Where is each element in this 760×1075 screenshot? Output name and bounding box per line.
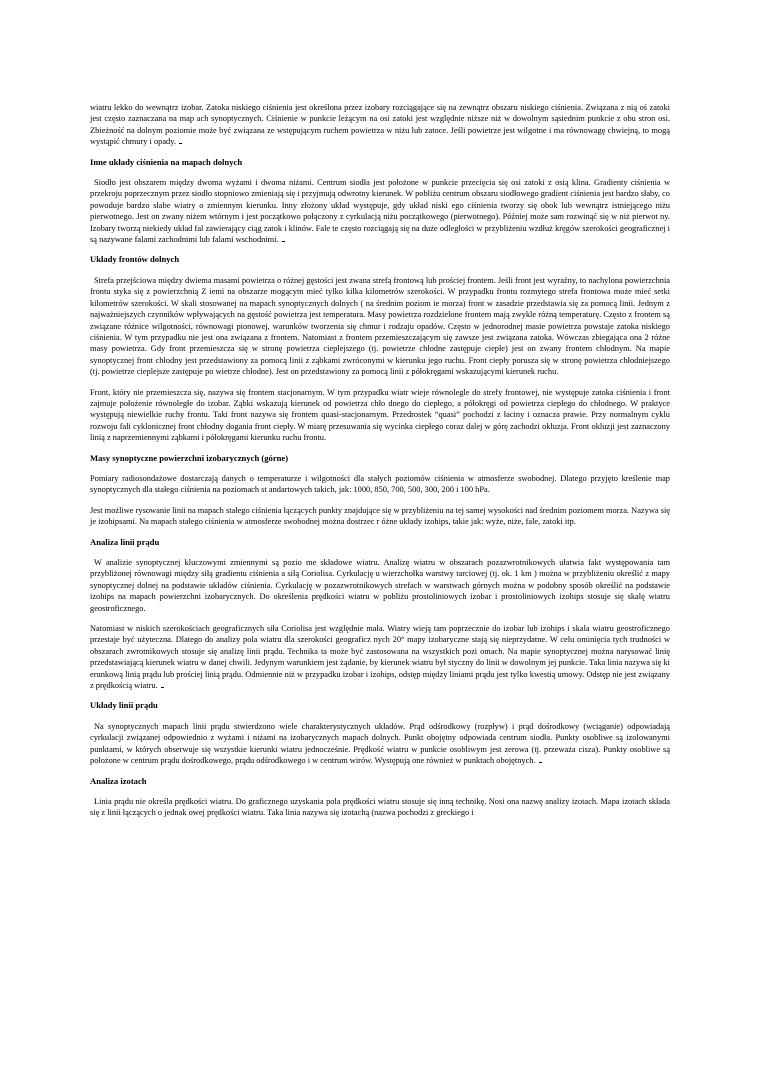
paragraph [90, 796, 670, 819]
paragraph-text: Front, który nie przemieszcza się, nazywa się frontem stacjonarnym. W tym przypadku wiatr wieje równolegle do strefy frontowej, nie występuje zatoka ciśnienia i front zajmuje położenie równoległe do izobar. Ząbki wskazują kierunek od powietrza chło dnego do ciepłego, a półokręgi od powietrza ciepłego do chłodnego. W praktyce występują niewielkie ruchy frontu. Taki front nazywa się frontem quasi-stacjonarnym. Przedrostek “quasi” pochodzi z łaciny i oznacza prawie. Przy normalnym cyklu rozwoju fali cyklonicznej front chłodny dogania front ciepły. W miarę przesuwania się wycinka ciepłego coraz dalej w górę zachodzi okluzja. Front okluzji jest zaznaczony linią z naprzemiennymi ząbkami i półokręgami kierunku ruchu frontu. [90, 387, 670, 443]
paragraph [90, 102, 670, 148]
paragraph [90, 177, 670, 245]
paragraph-text: Siodło jest obszarem między dwoma wyżami i dwoma niżami. Centrum siodła jest położone w punkcie przecięcia się osi zatoki z osią klina. Gradienty ciśnienia w przekroju poprzecznym przez siodło stopniowo zmieniają się i przyjmują odwrotny kierunek. W pobliżu centrum obszaru siodłowego gradient ciśnienia jest bardzo słaby, co powoduje bardzo słabe wiatry o zmiennym kierunku. Inny złożony układ występuje, gdy układ niski ego ciśnienia tworzy się obok lub wewnątrz istniejącego niżu pierwotnego. Jest on zwany niżem wtórnym i jest początkowo połączony z cyrkulacją niżu początkowego (pierwotnego). Później może sam rozwinąć się w niż pierwot ny. Izobary tworzą niekiedy układ fal zawierający ciąg zatok i klinów. Fale te często rozciągają się na duże odległości w przybliżeniu wzdłuż kręgów szerokości geograficznej i są nazywane falami zachodnimi lub falami wschodnimi. [90, 178, 670, 245]
paragraph-text: Na synoptycznych mapach linii prądu stwierdzono wiele charakterystycznych układów. Prąd odśrodkowy (rozpływ) i prąd dośrodkowy (wciąganie) odpowiadają cyrkulacji związanej odpowiednio z wyżami i niżami na izobarycznych mapach dolnych. Punkt obojętny odpowiada centrum siodła. Punkty osobliwe są izolowanymi punktami, w których obserwuje się wszystkie kierunki wiatru jednocześnie. Prędkość wiatru w punkcie osobliwym jest zerowa (tj. przeważa cisza). Punkty osobliwe są położone w centrum prądu dośrodkowego, prądu odśrodkowego i w centrum wirów. Występują one również w punktach obojętnych. [90, 721, 670, 766]
paragraph [90, 721, 670, 767]
paragraph [90, 557, 670, 614]
paragraph-end-mark [282, 234, 285, 242]
paragraph-text: Strefa przejściowa między dwiema masami powietrza o różnej gęstości jest zwana strefą frontową lub prościej frontem. Jeśli front jest wyraźny, to nachylona powierzchnia frontu styka się z powierzchnią Z iemi na obszarze mogącym mieć tylko kilka kilometrów szerokości. W przypadku frontu rozmytego strefa frontowa może mieć setki kilometrów szerokości. W skali stosowanej na mapach synoptycznych dolnych ( na średnim poziom ie morza) front w zasadzie przedstawia się za pomocą linii. Jednym z najważniejszych czynników wpływających na gęstość powietrza jest temperatura. Masy powietrza rozdzielone frontem mają zwykle różną temperaturę. Często z frontem są związane różnice wilgotności, równowagi pionowej, warunków tworzenia się chmur i rodzaju opadów. Często w jednorodnej masie powietrza powstaje zatoka niskiego ciśnienia. W tym przypadku nie jest ona związana z frontem. Natomiast z frontem przemieszczającym się zawsze jest związana zatoka. Wówczas zbiegająca ona 2 różne masy powietrza. Gdy front przemieszcza się w stronę powietrza cieplejszego (tj. powietrze chłodne zastępuje ciepłe) jest on zwany frontem chłodnym. Na mapie synoptycznej front chłodny jest przedstawiony za pomocą linii z ząbkami zwróconymi w kierunku jego ruchu. Front ciepły porusza się w stronę powietrza chłodniejszego (tj. powietrze cieplejsze zastępuje po wietrze chłodne). Jest on przedstawiony za pomocą linii z półokręgami wskazującymi kierunek ruchu. [90, 275, 670, 377]
section-heading: Analiza izotach [90, 775, 147, 786]
paragraph-end-mark [161, 680, 164, 688]
section-heading: Inne układy ciśnienia na mapach dolnych [90, 156, 243, 167]
paragraph [90, 387, 670, 444]
section-heading: Układy frontów dolnych [90, 254, 180, 265]
paragraph-text: W analizie synoptycznej kluczowymi zmiennymi są pozio me składowe wiatru. Analizę wiatru w obszarach pozazwrotnikowych ułatwia fakt występowania tam przybliżonej równowagi między siłą gradientu ciśnienia a siłą Coriolisa. Cyrkulację u wierzchołka warstwy tarciowej (tj. ok. 1 km ) można w przybliżeniu określić z mapy synoptycznej dolnej na podstawie układów ciśnienia. Cyrkulację w pozazwrotnikowych strefach w warstwach górnych można w podobny sposób określić na podstawie izohips na mapach powierzchni izobarycznych. Do określenia prędkości wiatru w pobliżu prostoliniowych izobar i prostoliniowych izohips stosuje się skalę wiatru geostroficznego. [90, 558, 670, 613]
paragraph [90, 275, 670, 378]
paragraph-text: Pomiary radiosondażowe dostarczają danych o temperaturze i wilgotności dla stałych poziomów ciśnienia w atmosferze swobodnej. Dlatego przyjęto kreślenie map synoptycznych dla stałego ciśnienia na poziomach st andartowych takich, jak: 1000, 850, 700, 500, 300, 200 i 100 hPa. [90, 473, 670, 495]
paragraph [90, 473, 670, 496]
paragraph-text: wiatru lekko do wewnątrz izobar. Zatoka niskiego ciśnienia jest określona przez izobary rozciągające się na zewnątrz obszaru niskiego ciśnienia. Związana z nią oś zatoki jest często zaznaczana na map ach synoptycznych. Ciśnienie w punkcie leżącym na osi zatoki jest względnie niższe niż w dowolnym sąsiednim punkcie z obu stron osi. Zbieżność na dolnym poziomie może być związana ze wstępującym ruchem powietrza w niżu lub zatoce. Jeśli powietrze jest wilgotne i ma równowagę chwiejną, to mogą wystąpić chmury i opady. [90, 103, 670, 147]
paragraph-text: Natomiast w niskich szerokościach geograficznych siła Coriolisa jest względnie mała. Wiatry wieją tam poprzecznie do izobar lub izohips i skala wiatru geostroficznego przestaje być użyteczna. Dlatego do analizy pola wiatru dla szerokości geograficz nych 20° mapy izobaryczne stają się nieprzydatne. W celu ominięcia tych trudności w obszarach zwrotnikowych stosuje się analizę linii prądu. Technika ta może być zastosowana na wszystkich pozi omach. Na mapie synoptycznej można narysować linię przedstawiającą kierunek wiatru w danej chwili. Jedynym warunkiem jest żądanie, by kierunek wiatru był styczny do linii w dowolnym jej punkcie. Taka linia nazywa się ki erunkową linią prądu lub prościej linią prądu. Odmiennie niż w przypadku izobar i izohips, odstęp między liniami prądu jest tylko kwestią umowy. Odstęp nie jest związany z prędkością wiatru. [90, 624, 670, 691]
section-heading: Układy linii prądu [90, 700, 158, 711]
paragraph [90, 505, 670, 528]
section-heading: Masy synoptyczne powierzchni izobarycznych (górne) [90, 452, 289, 463]
paragraph [90, 623, 670, 691]
paragraph-text: Linia prądu nie określa prędkości wiatru. Do graficznego uzyskania pola prędkości wiatru stosuje się inną technikę. Nosi ona nazwę analizy izotach. Mapa izotach składa się z linii łączących o jednak owej prędkości wiatru. Taka linia nazywa się izotachą (nazwa pochodzi z greckiego i [90, 796, 670, 818]
section-heading: Analiza linii prądu [90, 536, 160, 547]
paragraph-text: Jest możliwe rysowanie linii na mapach stałego ciśnienia łączących punkty znajdujące się w przybliżeniu na tej samej wysokości nad średnim poziomem morza. Nazywa się je izohipsami. Na mapach stałego ciśnienia w atmosferze swobodnej można dostrzec r óżne układy izohips, takie jak: wyże, niże, fale, zatoki itp. [90, 505, 670, 527]
paragraph-end-mark [539, 755, 542, 763]
paragraph-end-mark [179, 136, 182, 144]
document-page [90, 102, 670, 828]
